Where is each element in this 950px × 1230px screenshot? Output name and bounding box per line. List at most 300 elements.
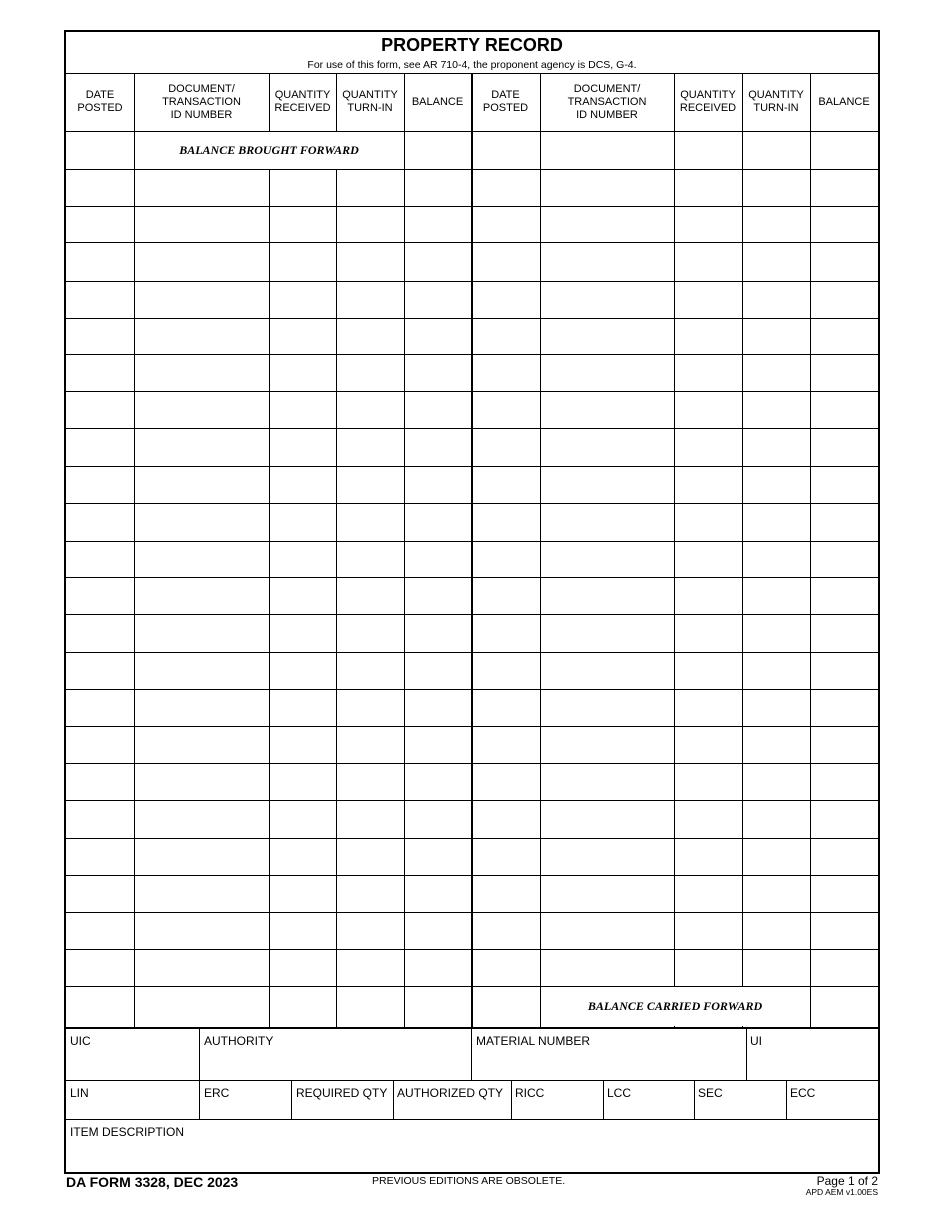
- entry-cell[interactable]: [542, 728, 673, 762]
- entry-cell[interactable]: [542, 691, 673, 725]
- entry-cell[interactable]: [473, 728, 539, 762]
- entry-cell[interactable]: [68, 951, 133, 985]
- entry-cell[interactable]: [68, 765, 133, 799]
- entry-cell[interactable]: [744, 283, 809, 317]
- rule-line: [66, 1119, 878, 1120]
- entry-cell[interactable]: [473, 283, 539, 317]
- entry-cell[interactable]: [136, 283, 268, 317]
- entry-cell[interactable]: [473, 951, 539, 985]
- entry-cell[interactable]: [676, 320, 741, 353]
- entry-cell[interactable]: [542, 430, 673, 465]
- entry-cell[interactable]: [338, 505, 403, 540]
- column-rule: [674, 73, 675, 1027]
- entry-cell[interactable]: [338, 654, 403, 688]
- column-rule: [269, 73, 270, 1027]
- entry-cell[interactable]: [812, 320, 877, 353]
- entry-cell[interactable]: [136, 171, 268, 205]
- entry-cell[interactable]: [68, 691, 133, 725]
- column-rule: [291, 1080, 292, 1119]
- ecc-label: ECC: [790, 1086, 816, 1100]
- entry-cell[interactable]: [676, 505, 741, 540]
- entry-cell[interactable]: [744, 430, 809, 465]
- entry-cell[interactable]: [542, 283, 673, 317]
- entry-cell[interactable]: [473, 505, 539, 540]
- entry-cell[interactable]: [68, 505, 133, 540]
- entry-cell[interactable]: [473, 840, 539, 874]
- column-rule: [810, 73, 811, 1027]
- entry-cell[interactable]: [406, 171, 470, 205]
- entry-cell[interactable]: [406, 579, 470, 613]
- entry-cell[interactable]: [812, 691, 877, 725]
- entry-cell[interactable]: [473, 765, 539, 799]
- entry-cell[interactable]: [338, 802, 403, 837]
- entry-cell[interactable]: [68, 244, 133, 280]
- entry-cell[interactable]: [812, 468, 877, 502]
- entry-cell[interactable]: [338, 951, 403, 985]
- entry-cell[interactable]: [473, 393, 539, 427]
- entry-cell[interactable]: [338, 283, 403, 317]
- form-title: PROPERTY RECORD: [381, 35, 563, 55]
- entry-cell[interactable]: [406, 691, 470, 725]
- entry-cell[interactable]: [136, 877, 268, 911]
- entry-cell[interactable]: [676, 430, 741, 465]
- ui-label: UI: [750, 1034, 762, 1048]
- entry-cell[interactable]: [812, 430, 877, 465]
- property-record-form: [64, 30, 880, 1174]
- entry-cell[interactable]: [473, 914, 539, 948]
- entry-cell[interactable]: [68, 543, 133, 576]
- entry-cell[interactable]: [812, 208, 877, 241]
- entry-cell[interactable]: [812, 765, 877, 799]
- entry-cell[interactable]: [812, 356, 877, 390]
- form-subtitle: For use of this form, see AR 710-4, the proponent agency is DCS, G-4.: [307, 59, 637, 71]
- ui-field[interactable]: [748, 1047, 876, 1078]
- column-rule: [471, 1027, 472, 1080]
- entry-cell[interactable]: [812, 914, 877, 948]
- entry-cell[interactable]: [136, 244, 268, 280]
- required-qty-label: REQUIRED QTY: [296, 1086, 388, 1100]
- ricc-field[interactable]: [513, 1100, 601, 1117]
- entry-cell[interactable]: [136, 691, 268, 725]
- entry-cell[interactable]: [473, 133, 539, 168]
- entry-cell[interactable]: [676, 988, 741, 1026]
- entry-cell[interactable]: [406, 914, 470, 948]
- entry-cell[interactable]: [406, 430, 470, 465]
- entry-cell[interactable]: [271, 802, 335, 837]
- entry-cell[interactable]: [812, 171, 877, 205]
- entry-cell[interactable]: [271, 133, 335, 168]
- entry-cell[interactable]: [542, 505, 673, 540]
- entry-cell[interactable]: [136, 988, 268, 1026]
- sec-field[interactable]: [696, 1100, 784, 1117]
- entry-cell[interactable]: [676, 691, 741, 725]
- entry-cell[interactable]: [812, 988, 877, 1026]
- entry-cell[interactable]: [68, 802, 133, 837]
- entry-cell[interactable]: [676, 914, 741, 948]
- entry-cell[interactable]: [676, 468, 741, 502]
- entry-cell[interactable]: [338, 468, 403, 502]
- column-header: QUANTITY TURN-IN: [748, 89, 804, 114]
- entry-cell[interactable]: [68, 914, 133, 948]
- entry-cell[interactable]: [271, 988, 335, 1026]
- entry-cell[interactable]: [406, 133, 470, 168]
- authority-label: AUTHORITY: [204, 1034, 274, 1048]
- balance-brought-forward-label: BALANCE BROUGHT FORWARD: [179, 142, 359, 157]
- entry-cell[interactable]: [473, 616, 539, 651]
- column-header: QUANTITY TURN-IN: [342, 89, 398, 114]
- entry-cell[interactable]: [271, 505, 335, 540]
- authorized-qty-label: AUTHORIZED QTY: [397, 1086, 504, 1100]
- entry-cell[interactable]: [338, 579, 403, 613]
- entry-cell[interactable]: [406, 543, 470, 576]
- column-rule: [511, 1080, 512, 1119]
- column-rule: [603, 1080, 604, 1119]
- entry-cell[interactable]: [68, 728, 133, 762]
- entry-cell[interactable]: [68, 171, 133, 205]
- entry-cell[interactable]: [676, 208, 741, 241]
- entry-cell[interactable]: [744, 765, 809, 799]
- entry-cell[interactable]: [542, 356, 673, 390]
- entry-cell[interactable]: [812, 616, 877, 651]
- entry-cell[interactable]: [406, 951, 470, 985]
- entry-cell[interactable]: [136, 208, 268, 241]
- entry-cell[interactable]: [68, 840, 133, 874]
- entry-cell[interactable]: [338, 171, 403, 205]
- entry-cell[interactable]: [744, 691, 809, 725]
- entry-cell[interactable]: [271, 951, 335, 985]
- entry-cell[interactable]: [542, 171, 673, 205]
- entry-cell[interactable]: [271, 579, 335, 613]
- entry-cell[interactable]: [68, 468, 133, 502]
- entry-cell[interactable]: [338, 914, 403, 948]
- entry-cell[interactable]: [136, 579, 268, 613]
- entry-cell[interactable]: [136, 840, 268, 874]
- column-header: BALANCE: [411, 95, 464, 108]
- entry-cell[interactable]: [744, 133, 809, 168]
- entry-cell[interactable]: [338, 988, 403, 1026]
- entry-cell[interactable]: [136, 505, 268, 540]
- entry-cell[interactable]: [271, 877, 335, 911]
- entry-cell[interactable]: [406, 468, 470, 502]
- column-rule: [694, 1080, 695, 1119]
- uic-label: UIC: [70, 1034, 91, 1048]
- entry-cell[interactable]: [271, 244, 335, 280]
- entry-cell[interactable]: [812, 579, 877, 613]
- entry-cell[interactable]: [812, 133, 877, 168]
- entry-cell[interactable]: [473, 208, 539, 241]
- entry-cell[interactable]: [271, 468, 335, 502]
- entry-cell[interactable]: [406, 877, 470, 911]
- entry-cell[interactable]: [812, 802, 877, 837]
- item-description-label: ITEM DESCRIPTION: [70, 1125, 185, 1139]
- entry-cell[interactable]: [812, 505, 877, 540]
- entry-cell[interactable]: [473, 171, 539, 205]
- entry-cell[interactable]: [744, 877, 809, 911]
- entry-cell[interactable]: [406, 356, 470, 390]
- entry-cell[interactable]: [744, 579, 809, 613]
- entry-cell[interactable]: [271, 728, 335, 762]
- entry-cell[interactable]: [744, 171, 809, 205]
- entry-cell[interactable]: [473, 691, 539, 725]
- column-rule: [336, 73, 337, 1027]
- entry-cell[interactable]: [473, 430, 539, 465]
- entry-cell[interactable]: [542, 951, 673, 985]
- erc-field[interactable]: [201, 1100, 289, 1117]
- column-rule: [786, 1080, 787, 1119]
- entry-cell[interactable]: [676, 543, 741, 576]
- entry-cell[interactable]: [136, 951, 268, 985]
- entry-cell[interactable]: [676, 877, 741, 911]
- entry-cell[interactable]: [68, 356, 133, 390]
- entry-cell[interactable]: [136, 914, 268, 948]
- entry-cell[interactable]: [676, 728, 741, 762]
- entry-cell[interactable]: [338, 430, 403, 465]
- entry-cell[interactable]: [68, 988, 133, 1026]
- entry-cell[interactable]: [542, 914, 673, 948]
- entry-cell[interactable]: [68, 616, 133, 651]
- item-description-field[interactable]: [68, 1139, 876, 1170]
- entry-cell[interactable]: [812, 951, 877, 985]
- entry-cell[interactable]: [744, 616, 809, 651]
- entry-cell[interactable]: [676, 171, 741, 205]
- erc-label: ERC: [204, 1086, 230, 1100]
- column-header: DOCUMENT/ TRANSACTION ID NUMBER: [567, 82, 647, 121]
- entry-cell[interactable]: [406, 728, 470, 762]
- entry-cell[interactable]: [136, 765, 268, 799]
- entry-cell[interactable]: [68, 320, 133, 353]
- entry-cell[interactable]: [676, 393, 741, 427]
- required-qty-field[interactable]: [293, 1100, 391, 1117]
- column-header: QUANTITY RECEIVED: [274, 89, 331, 114]
- entry-cell[interactable]: [676, 765, 741, 799]
- entry-cell[interactable]: [406, 283, 470, 317]
- entry-cell[interactable]: [68, 877, 133, 911]
- entry-cell[interactable]: [338, 728, 403, 762]
- entry-cell[interactable]: [338, 356, 403, 390]
- entry-cell[interactable]: [744, 728, 809, 762]
- entry-cell[interactable]: [271, 283, 335, 317]
- entry-cell[interactable]: [676, 356, 741, 390]
- entry-cell[interactable]: [68, 579, 133, 613]
- form-version: APD AEM v1.00ES: [805, 1187, 878, 1197]
- entry-cell[interactable]: [136, 320, 268, 353]
- obsolete-notice: PREVIOUS EDITIONS ARE OBSOLETE.: [372, 1175, 566, 1187]
- entry-cell[interactable]: [473, 877, 539, 911]
- entry-cell[interactable]: [744, 356, 809, 390]
- entry-cell[interactable]: [338, 765, 403, 799]
- entry-cell[interactable]: [68, 208, 133, 241]
- authority-field[interactable]: [201, 1047, 469, 1078]
- entry-cell[interactable]: [338, 320, 403, 353]
- entry-cell[interactable]: [406, 393, 470, 427]
- entry-cell[interactable]: [338, 244, 403, 280]
- entry-cell[interactable]: [744, 543, 809, 576]
- entry-cell[interactable]: [676, 616, 741, 651]
- column-rule: [199, 1027, 200, 1080]
- entry-cell[interactable]: [542, 133, 673, 168]
- entry-cell[interactable]: [542, 877, 673, 911]
- entry-cell[interactable]: [271, 654, 335, 688]
- entry-cell[interactable]: [744, 654, 809, 688]
- entry-cell[interactable]: [406, 654, 470, 688]
- entry-cell[interactable]: [812, 393, 877, 427]
- column-rule: [134, 73, 135, 1027]
- entry-cell[interactable]: [68, 283, 133, 317]
- entry-cell[interactable]: [136, 468, 268, 502]
- entry-cell[interactable]: [406, 840, 470, 874]
- entry-cell[interactable]: [542, 988, 673, 1026]
- entry-cell[interactable]: [406, 244, 470, 280]
- page-number: Page 1 of 2: [816, 1174, 878, 1188]
- material-number-label: MATERIAL NUMBER: [476, 1034, 591, 1048]
- entry-cell[interactable]: [812, 543, 877, 576]
- entry-cell[interactable]: [338, 877, 403, 911]
- entry-cell[interactable]: [271, 765, 335, 799]
- column-rule: [199, 1080, 200, 1119]
- entry-cell[interactable]: [271, 543, 335, 576]
- entry-cell[interactable]: [338, 133, 403, 168]
- entry-cell[interactable]: [542, 765, 673, 799]
- entry-cell[interactable]: [136, 616, 268, 651]
- entry-cell[interactable]: [542, 840, 673, 874]
- entry-cell[interactable]: [271, 691, 335, 725]
- entry-cell[interactable]: [744, 208, 809, 241]
- entry-cell[interactable]: [338, 208, 403, 241]
- entry-cell[interactable]: [136, 393, 268, 427]
- entry-cell[interactable]: [406, 802, 470, 837]
- entry-cell[interactable]: [812, 244, 877, 280]
- entry-cell[interactable]: [271, 430, 335, 465]
- column-header: DATE POSTED: [77, 89, 123, 114]
- entry-cell[interactable]: [812, 654, 877, 688]
- sec-label: SEC: [698, 1086, 723, 1100]
- material-number-field[interactable]: [473, 1047, 744, 1078]
- entry-cell[interactable]: [542, 244, 673, 280]
- entry-cell[interactable]: [136, 356, 268, 390]
- entry-cell[interactable]: [676, 133, 741, 168]
- entry-cell[interactable]: [406, 765, 470, 799]
- entry-cell[interactable]: [542, 616, 673, 651]
- entry-cell[interactable]: [473, 543, 539, 576]
- entry-cell[interactable]: [744, 393, 809, 427]
- entry-cell[interactable]: [542, 208, 673, 241]
- lcc-field[interactable]: [605, 1100, 692, 1117]
- entry-cell[interactable]: [542, 320, 673, 353]
- entry-cell[interactable]: [338, 393, 403, 427]
- entry-cell[interactable]: [744, 802, 809, 837]
- entry-cell[interactable]: [744, 951, 809, 985]
- entry-cell[interactable]: [136, 430, 268, 465]
- rule-line: [66, 1080, 878, 1081]
- entry-cell[interactable]: [406, 320, 470, 353]
- entry-cell[interactable]: [136, 133, 268, 168]
- entry-cell[interactable]: [676, 579, 741, 613]
- entry-cell[interactable]: [676, 283, 741, 317]
- column-rule: [393, 1080, 394, 1119]
- entry-cell[interactable]: [271, 171, 335, 205]
- entry-cell[interactable]: [271, 840, 335, 874]
- entry-cell[interactable]: [812, 877, 877, 911]
- lin-field[interactable]: [68, 1100, 197, 1117]
- entry-cell[interactable]: [676, 244, 741, 280]
- entry-cell[interactable]: [812, 283, 877, 317]
- entry-cell[interactable]: [744, 840, 809, 874]
- entry-cell[interactable]: [542, 468, 673, 502]
- entry-cell[interactable]: [744, 988, 809, 1026]
- entry-cell[interactable]: [744, 505, 809, 540]
- entry-cell[interactable]: [136, 543, 268, 576]
- entry-cell[interactable]: [136, 728, 268, 762]
- entry-cell[interactable]: [473, 320, 539, 353]
- entry-cell[interactable]: [338, 616, 403, 651]
- entry-cell[interactable]: [542, 654, 673, 688]
- entry-cell[interactable]: [271, 616, 335, 651]
- entry-cell[interactable]: [271, 320, 335, 353]
- entry-cell[interactable]: [68, 133, 133, 168]
- entry-cell[interactable]: [676, 951, 741, 985]
- entry-cell[interactable]: [406, 616, 470, 651]
- entry-cell[interactable]: [542, 543, 673, 576]
- entry-cell[interactable]: [68, 654, 133, 688]
- uic-field[interactable]: [68, 1047, 197, 1078]
- entry-cell[interactable]: [136, 654, 268, 688]
- entry-cell[interactable]: [473, 244, 539, 280]
- entry-cell[interactable]: [473, 988, 539, 1026]
- lin-label: LIN: [70, 1086, 89, 1100]
- column-header: DATE POSTED: [482, 89, 529, 114]
- entry-cell[interactable]: [676, 654, 741, 688]
- ricc-label: RICC: [515, 1086, 545, 1100]
- entry-cell[interactable]: [271, 393, 335, 427]
- entry-cell[interactable]: [473, 468, 539, 502]
- entry-cell[interactable]: [744, 468, 809, 502]
- entry-cell[interactable]: [473, 654, 539, 688]
- column-header: QUANTITY RECEIVED: [679, 89, 737, 114]
- entry-cell[interactable]: [338, 691, 403, 725]
- entry-cell[interactable]: [812, 728, 877, 762]
- balance-carried-forward-label: BALANCE CARRIED FORWARD: [587, 999, 763, 1013]
- entry-cell[interactable]: [542, 802, 673, 837]
- entry-cell[interactable]: [338, 543, 403, 576]
- entry-cell[interactable]: [271, 356, 335, 390]
- entry-cell[interactable]: [676, 840, 741, 874]
- entry-cell[interactable]: [473, 579, 539, 613]
- entry-cell[interactable]: [542, 393, 673, 427]
- entry-cell[interactable]: [542, 579, 673, 613]
- entry-cell[interactable]: [812, 840, 877, 874]
- rule-line: [66, 1027, 878, 1029]
- entry-cell[interactable]: [271, 914, 335, 948]
- authorized-qty-field[interactable]: [395, 1100, 509, 1117]
- entry-cell[interactable]: [136, 802, 268, 837]
- entry-cell[interactable]: [676, 802, 741, 837]
- entry-cell[interactable]: [338, 840, 403, 874]
- entry-cell[interactable]: [68, 430, 133, 465]
- entry-cell[interactable]: [271, 208, 335, 241]
- entry-cell[interactable]: [744, 914, 809, 948]
- entry-cell[interactable]: [473, 356, 539, 390]
- entry-cell[interactable]: [744, 244, 809, 280]
- entry-cell[interactable]: [406, 505, 470, 540]
- entry-cell[interactable]: [473, 802, 539, 837]
- entry-cell[interactable]: [406, 208, 470, 241]
- entry-cell[interactable]: [68, 393, 133, 427]
- entry-cell[interactable]: [744, 320, 809, 353]
- entry-cell[interactable]: [406, 988, 470, 1026]
- column-rule: [404, 73, 405, 1027]
- column-header: BALANCE: [818, 95, 870, 108]
- ecc-field[interactable]: [788, 1100, 876, 1117]
